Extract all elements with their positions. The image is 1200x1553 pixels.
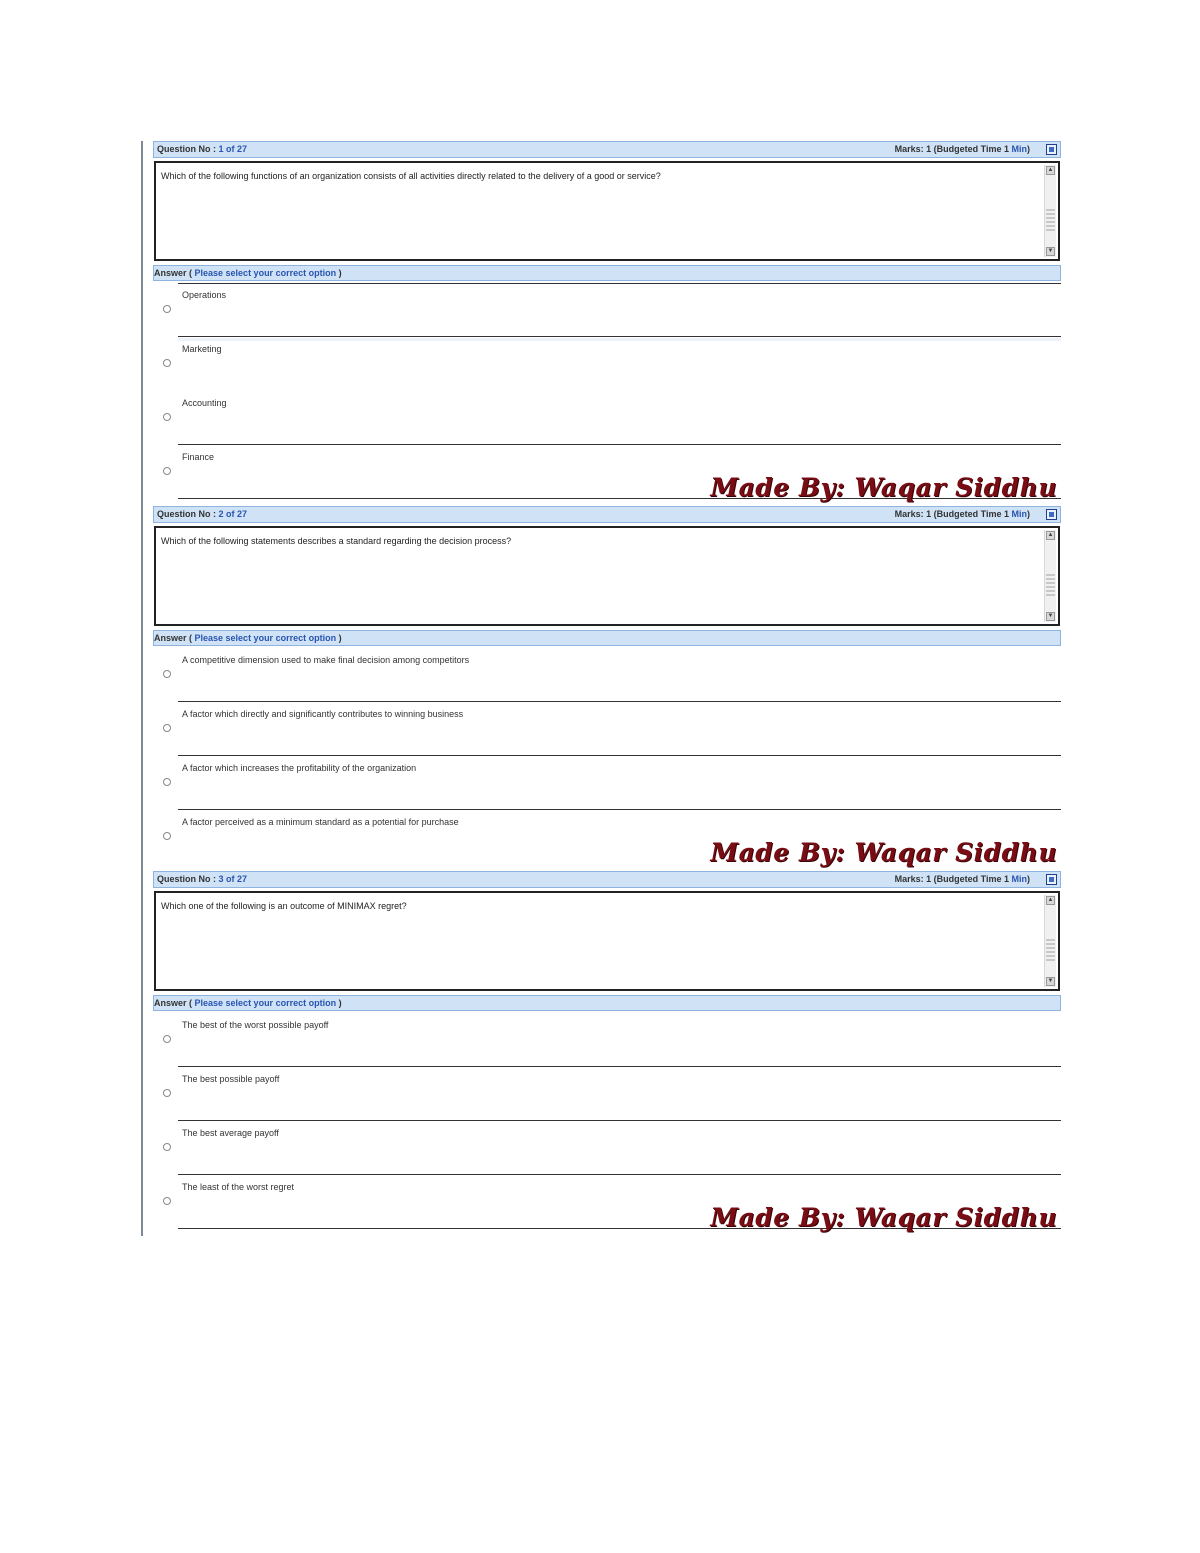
scroll-up-icon[interactable]: ▲: [1047, 532, 1054, 538]
option-item[interactable]: [153, 648, 1061, 702]
question-text-box[interactable]: [154, 161, 1060, 261]
marks-budget: Marks: 1 (Budgeted Time 1 Min): [894, 874, 1030, 884]
marks-budget: Marks: 1 (Budgeted Time 1 Min): [894, 509, 1030, 519]
option-item[interactable]: [153, 337, 1061, 391]
option-item[interactable]: [153, 1121, 1061, 1175]
radio-button[interactable]: [163, 670, 171, 678]
scroll-thumb[interactable]: [1046, 937, 1055, 961]
question-block-2: [141, 506, 1059, 871]
option-text: Operations: [182, 290, 227, 300]
scroll-thumb[interactable]: [1046, 572, 1055, 596]
question-text-box[interactable]: [154, 891, 1060, 991]
option-item[interactable]: [153, 1013, 1061, 1067]
question-number: Question No : 2 of 27: [157, 509, 248, 519]
option-text: A factor which increases the profitability of the organization: [182, 763, 417, 773]
expand-icon[interactable]: [1046, 144, 1057, 155]
options-list: [153, 648, 1061, 864]
question-block-3: [141, 871, 1059, 1236]
question-block-1: [141, 141, 1059, 506]
question-number: Question No : 1 of 27: [157, 144, 248, 154]
answer-header: Answer ( Please select your correct option ): [153, 995, 1061, 1011]
scroll-thumb[interactable]: [1046, 207, 1055, 231]
scroll-up-icon[interactable]: ▲: [1047, 897, 1054, 903]
option-text: A factor which directly and significantly contributes to winning business: [182, 709, 464, 719]
radio-button[interactable]: [163, 724, 171, 732]
expand-icon[interactable]: [1046, 874, 1057, 885]
expand-icon[interactable]: [1046, 509, 1057, 520]
watermark: Made By: Waqar Siddhu: [710, 1203, 1057, 1232]
option-item[interactable]: [153, 756, 1061, 810]
option-text: The best average payoff: [182, 1128, 279, 1138]
question-header: [153, 506, 1061, 523]
question-header: [153, 871, 1061, 888]
scroll-down-icon[interactable]: ▼: [1047, 613, 1054, 619]
question-text-box[interactable]: [154, 526, 1060, 626]
answer-header: Answer ( Please select your correct option ): [153, 265, 1061, 281]
radio-button[interactable]: [163, 778, 171, 786]
scrollbar[interactable]: [1044, 165, 1056, 257]
question-text: Which one of the following is an outcome of MINIMAX regret?: [161, 901, 407, 911]
radio-button[interactable]: [163, 359, 171, 367]
watermark: Made By: Waqar Siddhu: [710, 838, 1057, 867]
options-list: [153, 283, 1061, 499]
option-item[interactable]: [153, 1067, 1061, 1121]
option-item[interactable]: [153, 391, 1061, 445]
exam-page: [141, 141, 1059, 1236]
radio-button[interactable]: [163, 832, 171, 840]
scroll-down-icon[interactable]: ▼: [1047, 248, 1054, 254]
option-text: Marketing: [182, 344, 222, 354]
option-text: The best possible payoff: [182, 1074, 280, 1084]
marks-budget: Marks: 1 (Budgeted Time 1 Min): [894, 144, 1030, 154]
option-text: Finance: [182, 452, 215, 462]
radio-button[interactable]: [163, 1143, 171, 1151]
scrollbar[interactable]: [1044, 895, 1056, 987]
option-text: Accounting: [182, 398, 227, 408]
radio-button[interactable]: [163, 413, 171, 421]
scroll-up-icon[interactable]: ▲: [1047, 167, 1054, 173]
option-text: A competitive dimension used to make final decision among competitors: [182, 655, 470, 665]
question-text: Which of the following statements describes a standard regarding the decision process?: [161, 536, 512, 546]
question-header: [153, 141, 1061, 158]
scroll-down-icon[interactable]: ▼: [1047, 978, 1054, 984]
question-text: Which of the following functions of an organization consists of all activities directly related to the delivery of a good or service?: [161, 171, 661, 181]
radio-button[interactable]: [163, 1197, 171, 1205]
option-text: A factor perceived as a minimum standard as a potential for purchase: [182, 817, 459, 827]
radio-button[interactable]: [163, 1089, 171, 1097]
scrollbar[interactable]: [1044, 530, 1056, 622]
option-text: The least of the worst regret: [182, 1182, 295, 1192]
answer-header: Answer ( Please select your correct option ): [153, 630, 1061, 646]
option-item[interactable]: [153, 283, 1061, 337]
option-text: The best of the worst possible payoff: [182, 1020, 329, 1030]
radio-button[interactable]: [163, 1035, 171, 1043]
watermark: Made By: Waqar Siddhu: [710, 473, 1057, 502]
option-item[interactable]: [153, 702, 1061, 756]
question-number: Question No : 3 of 27: [157, 874, 248, 884]
options-list: [153, 1013, 1061, 1229]
radio-button[interactable]: [163, 467, 171, 475]
radio-button[interactable]: [163, 305, 171, 313]
